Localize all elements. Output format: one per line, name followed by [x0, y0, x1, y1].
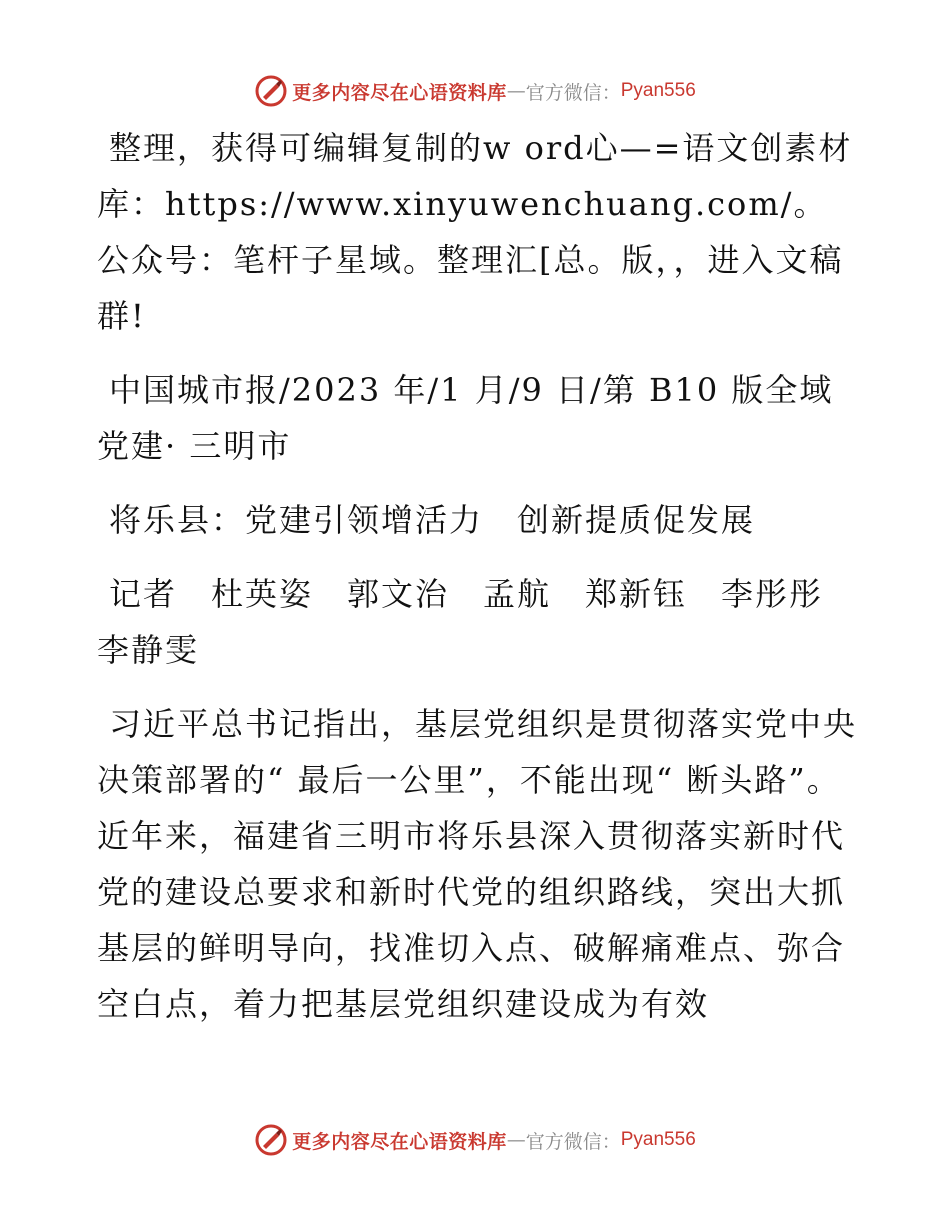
banner-dash: —: [506, 80, 526, 102]
document-body: [97, 120, 857, 1050]
source-line: 中国城市报/2023 年/1 月/9 日/第 B10 版全域党建· 三明市: [97, 371, 834, 465]
banner-slogan: 更多内容尽在心语资料库: [292, 81, 507, 104]
pen-seal-logo-icon: [254, 74, 288, 108]
banner-slogan: 更多内容尽在心语资料库: [292, 1130, 507, 1153]
byline: 记者 杜英姿 郭文治 孟航 郑新钰 李彤彤 李静雯: [97, 575, 858, 669]
pen-seal-logo-icon: [254, 1123, 288, 1157]
banner-dash: —: [506, 1129, 526, 1151]
banner-wechat-label: 官方微信：: [525, 1130, 621, 1153]
header-watermark-banner: [0, 71, 950, 111]
promo-paragraph: 整理，获得可编辑复制的w ord心—=语文创素材库：https://www.xinyuwenchuang.com/。公众号：笔杆子星域。整理汇[总。版，，进入文稿群!: [97, 129, 853, 335]
article-title: 将乐县：党建引领增活力 创新提质促发展: [109, 501, 756, 539]
banner-wechat-account: Pyan556: [620, 80, 696, 101]
body-paragraph: 习近平总书记指出，基层党组织是贯彻落实党中央决策部署的“ 最后一公里”，不能出现“ 断头路”。近年来，福建省三明市将乐县深入贯彻落实新时代党的建设总要求和新时代党的组织路线，突出大抓基层的鲜明导向，找准切入点、破解痛难点、弥合空白点，着力把基层党组织建设成为有效: [97, 705, 858, 1023]
footer-watermark-banner: [0, 1120, 950, 1160]
banner-wechat-label: 官方微信：: [525, 81, 621, 104]
banner-wechat-account: Pyan556: [620, 1129, 696, 1150]
